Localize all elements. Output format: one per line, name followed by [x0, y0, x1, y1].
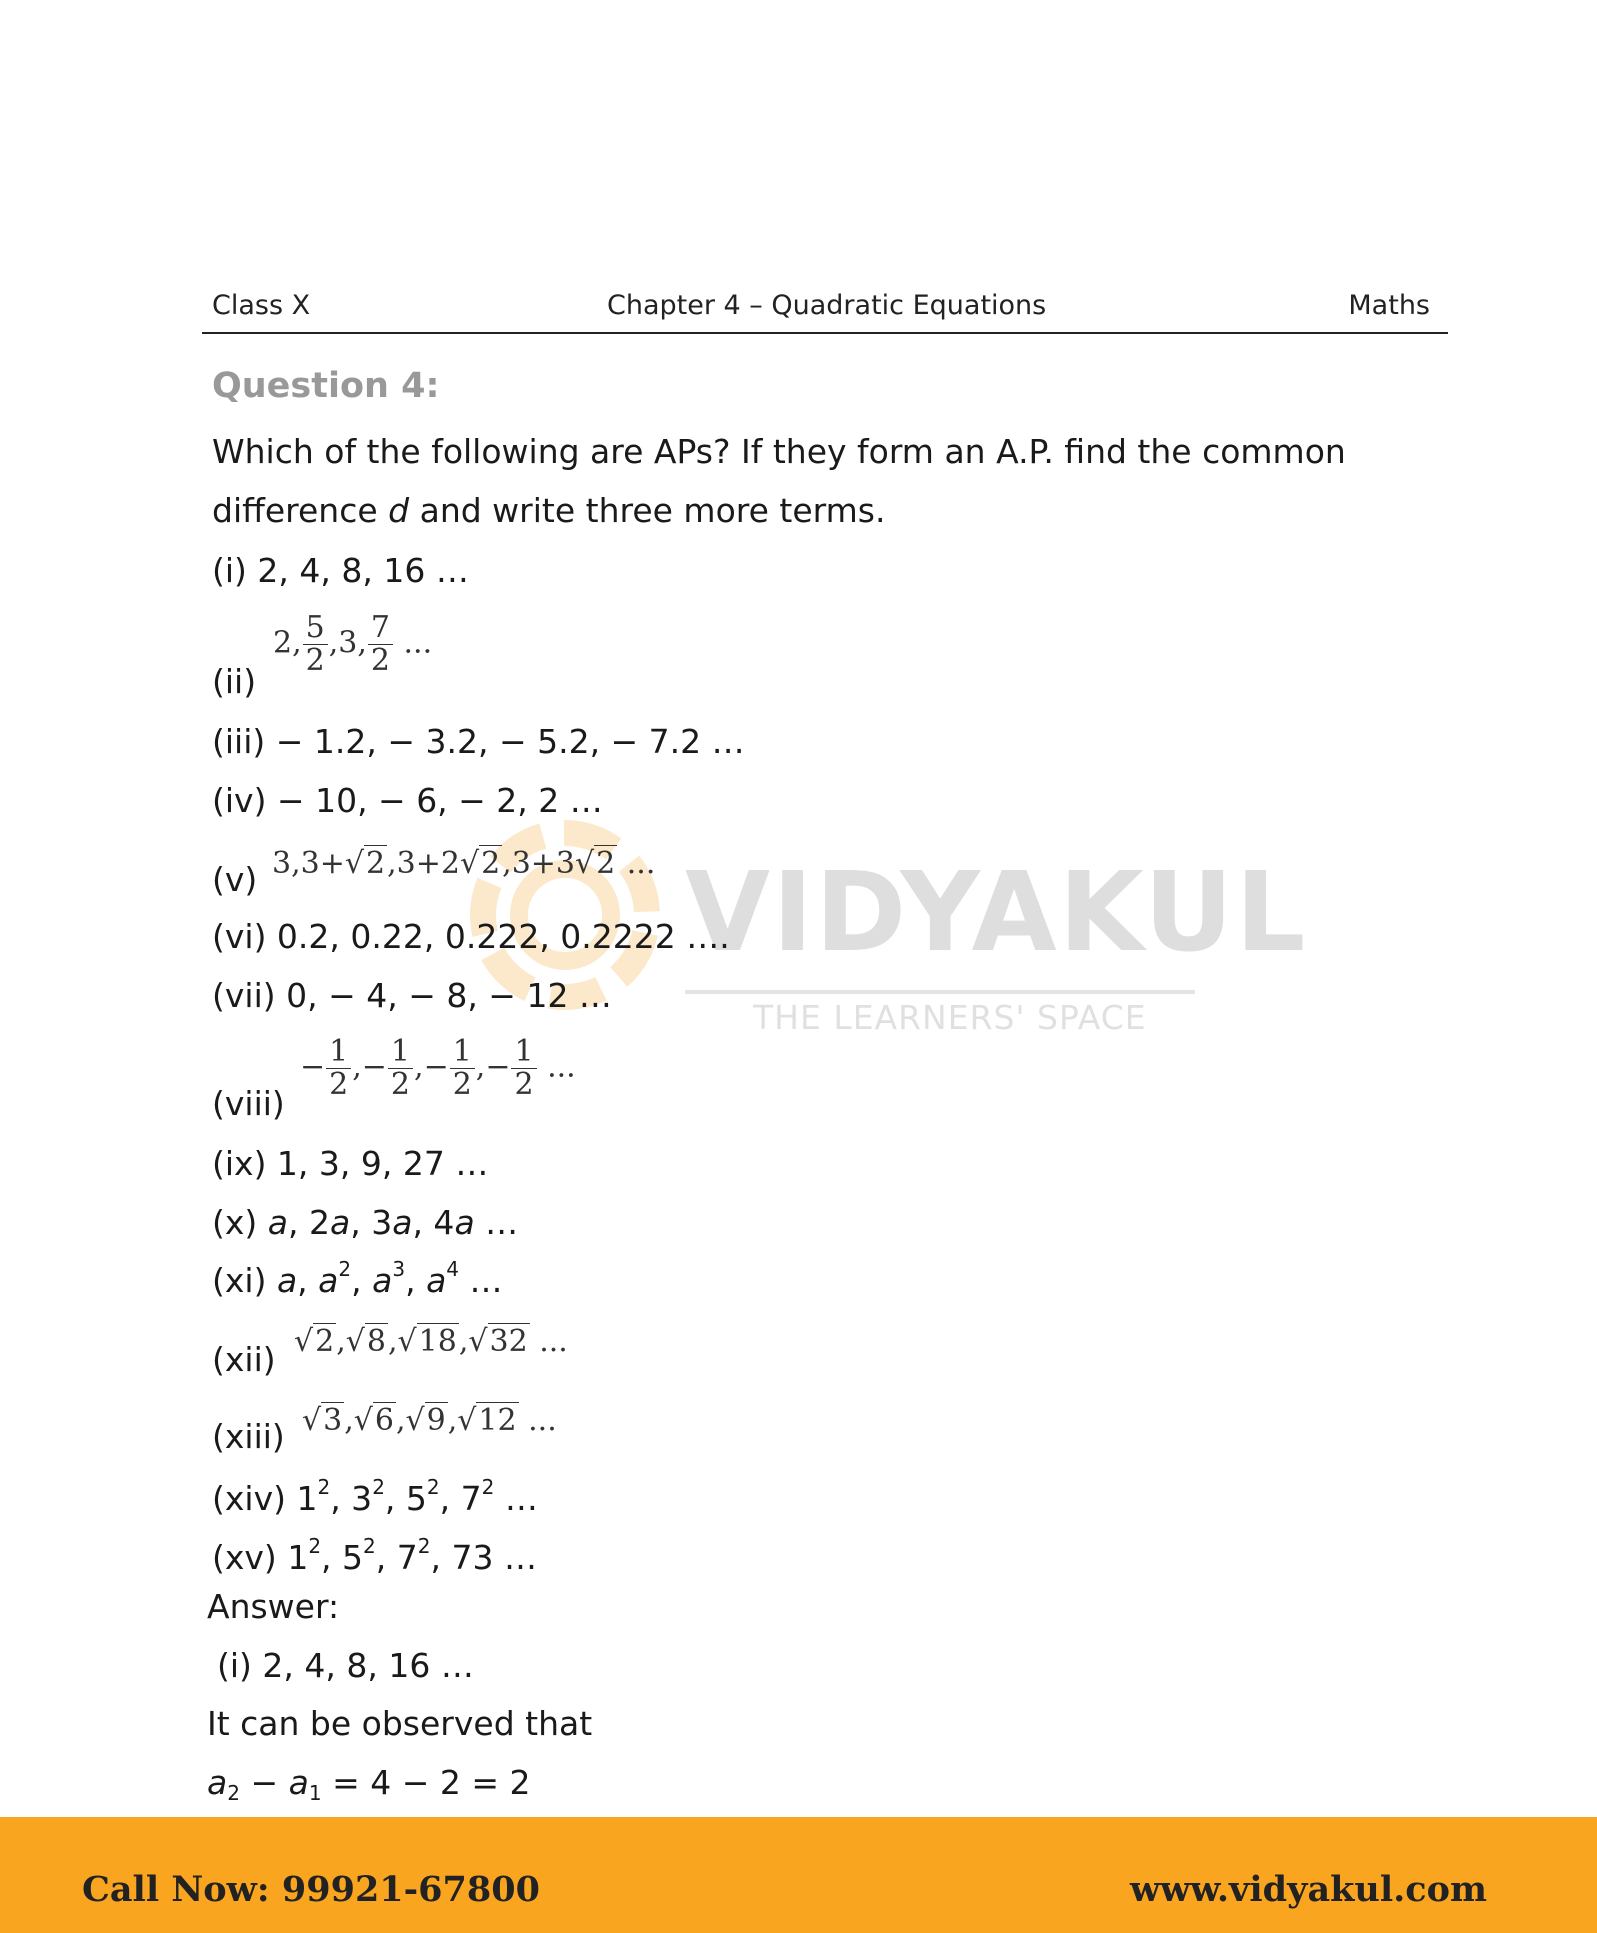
item-vii: (vii) 0, − 4, − 8, − 12 …: [212, 976, 612, 1015]
variable-d: d: [388, 491, 410, 530]
item-xiv: (xiv) $1^2$, $3^2$, $5^2$, $7^2$ …: [212, 1475, 538, 1518]
answer-observation: It can be observed that: [207, 1704, 593, 1743]
footer-call-number[interactable]: Call Now: 99921-67800: [82, 1869, 540, 1910]
item-vi: (vi) 0.2, 0.22, 0.222, 0.2222 ….: [212, 917, 730, 956]
item-i: (i) 2, 4, 8, 16 …: [212, 551, 469, 590]
item-ii-math: 2, $\frac{5}{2}$ ,3, $\frac{7}{2}$ ...: [273, 610, 433, 678]
question-text-line1: Which of the following are APs? If they form an A.P. find the common: [212, 432, 1346, 471]
header-chapter: Chapter 4 – Quadratic Equations: [607, 290, 1047, 321]
question-text-line2: difference d and write three more terms.: [212, 491, 886, 530]
item-xv: (xv) $1^2$, $5^2$, $7^2$, 73 …: [212, 1534, 537, 1577]
item-xi: (xi) a, $a^2$, $a^3$, $a^4$ …: [212, 1257, 503, 1300]
footer-bar: [0, 1817, 1597, 1933]
watermark-divider: [685, 990, 1195, 994]
item-x: (x) a, 2a, 3a, 4a …: [212, 1203, 519, 1242]
fraction: $\frac{7}{2}$: [368, 612, 393, 677]
fraction: $\frac{5}{2}$: [303, 612, 328, 677]
item-xiii-label: (xiii): [212, 1417, 285, 1456]
header-subject: Maths: [1348, 290, 1430, 321]
item-iv: (iv) − 10, − 6, − 2, 2 …: [212, 781, 603, 820]
footer-website-link[interactable]: www.vidyakul.com: [1129, 1869, 1487, 1910]
page-header: [202, 288, 1448, 334]
item-xii-label: (xii): [212, 1340, 276, 1379]
watermark-brand: VIDYAKUL: [685, 848, 1308, 976]
item-xii-math: √2,√8,√18,√32 ...: [294, 1324, 568, 1359]
item-ix: (ix) 1, 3, 9, 27 …: [212, 1144, 489, 1183]
item-viii-math: − $\frac{1}{2}$ ,− $\frac{1}{2}$ ,− $\frac{1}{2}$ ,− $\frac{1}{2}$ ...: [300, 1034, 576, 1102]
question-title: Question 4:: [212, 366, 440, 406]
header-class: Class X: [212, 290, 311, 321]
item-v-math: 3,3+√2,3+2√2,3+3√2 ...: [272, 846, 656, 881]
item-viii-label: (viii): [212, 1084, 285, 1123]
item-ii-label: (ii): [212, 662, 257, 701]
item-iii: (iii) − 1.2, − 3.2, − 5.2, − 7.2 …: [212, 722, 745, 761]
answer-item-i: (i) 2, 4, 8, 16 …: [217, 1646, 474, 1685]
item-v-label: (v): [212, 860, 258, 899]
watermark-tagline: THE LEARNERS' SPACE: [753, 998, 1147, 1037]
item-xiii-math: √3,√6,√9,√12 ...: [302, 1403, 557, 1438]
answer-label: Answer:: [207, 1587, 340, 1626]
answer-equation: $a_2 - a_1 = 4 - 2 = 2$: [207, 1763, 531, 1805]
